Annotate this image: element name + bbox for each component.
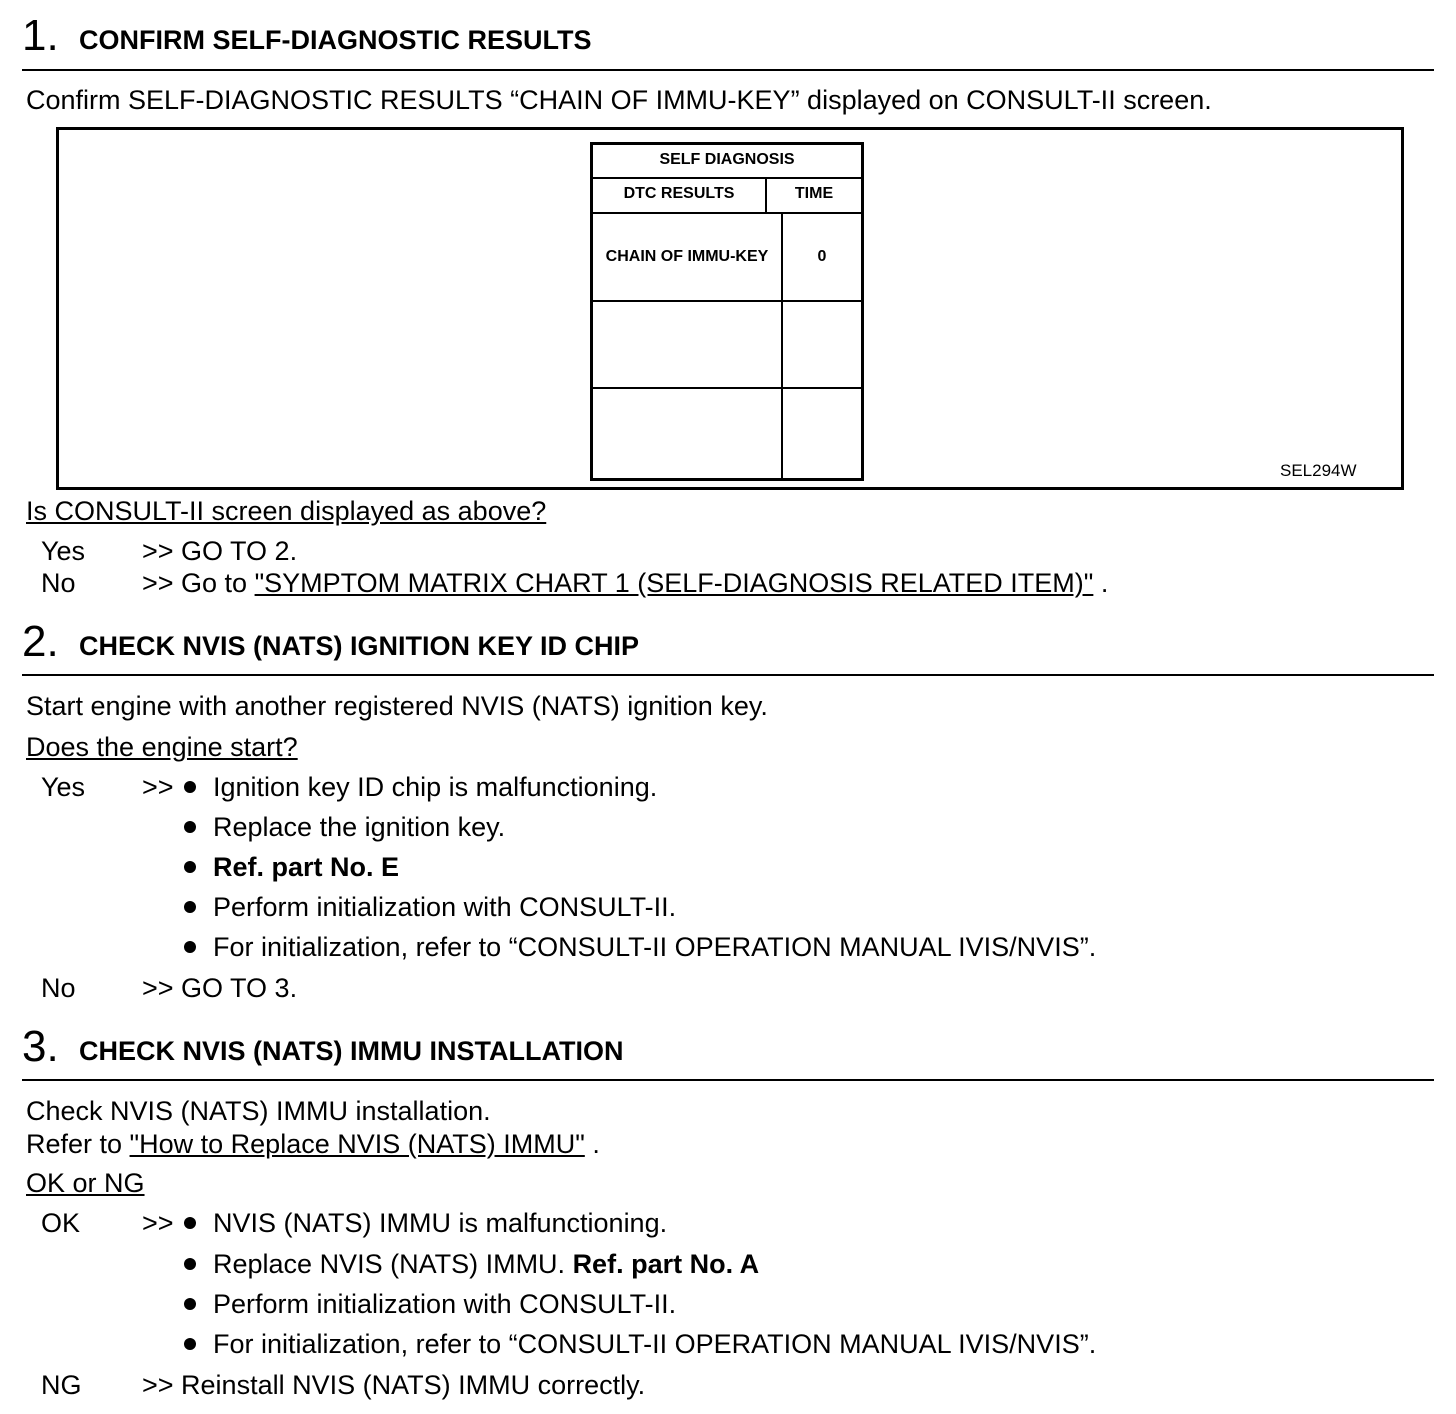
step-2-no-action: >> GO TO 3. [142, 973, 298, 1003]
step-2-question: Does the engine start? [26, 732, 298, 762]
self-diagnosis-screen [590, 142, 864, 481]
step-3-title: CHECK NVIS (NATS) IMMU INSTALLATION [79, 1036, 624, 1066]
list-item [184, 812, 505, 842]
bullet-icon [184, 781, 196, 793]
bullet-icon [184, 821, 196, 833]
step-1-no-action [142, 568, 1108, 598]
list-item [184, 1249, 759, 1279]
step-1-instruction: Confirm SELF-DIAGNOSTIC RESULTS “CHAIN OF IMMU-KEY” displayed on CONSULT-II screen. [26, 85, 1212, 115]
step-1-title: CONFIRM SELF-DIAGNOSTIC RESULTS [79, 25, 592, 55]
bullet-icon [184, 1217, 196, 1229]
screen-divider [593, 177, 861, 179]
step-3-reference [26, 1129, 600, 1159]
list-item-text: Perform initialization with CONSULT-II. [213, 1289, 677, 1319]
bullet-icon [184, 941, 196, 953]
step-2-no-label: No [41, 973, 76, 1003]
bullet-icon [184, 1338, 196, 1350]
step-3-ok-label: OK [41, 1208, 81, 1238]
step-3-ok-arrow: >> [142, 1208, 174, 1238]
step-3-question: OK or NG [26, 1168, 145, 1198]
reference-suffix: . [584, 1129, 600, 1159]
step-2-instruction: Start engine with another registered NVIS (NATS) ignition key. [26, 691, 768, 721]
list-item-text: For initialization, refer to “CONSULT-II OPERATION MANUAL IVIS/NVIS”. [213, 1329, 1097, 1359]
list-item-text: Replace NVIS (NATS) IMMU. [213, 1249, 573, 1279]
step-3-ng-action: >> Reinstall NVIS (NATS) IMMU correctly. [142, 1370, 646, 1400]
step-2-divider [22, 674, 1434, 676]
step-2-number: 2. [22, 617, 59, 666]
step-3-number: 3. [22, 1022, 59, 1071]
step-1-yes-label: Yes [41, 536, 86, 566]
list-item [184, 932, 1096, 962]
part-number-ref: Ref. part No. E [213, 852, 400, 882]
row-divider [593, 300, 861, 302]
list-item [184, 1289, 676, 1319]
row-divider [593, 387, 861, 389]
step-3-ng-label: NG [41, 1370, 82, 1400]
step-2-yes-label: Yes [41, 772, 86, 802]
time-header: TIME [794, 185, 834, 202]
step-3-instruction: Check NVIS (NATS) IMMU installation. [26, 1096, 491, 1126]
header-bottom-divider [593, 212, 861, 214]
step-3-divider [22, 1079, 1434, 1081]
dtc-results-header: DTC RESULTS [623, 185, 735, 202]
time-cell: 0 [817, 248, 827, 265]
step-1-question: Is CONSULT-II screen displayed as above? [26, 496, 547, 526]
step-1-divider [22, 69, 1434, 71]
list-item [184, 1329, 1096, 1359]
list-item [184, 772, 657, 802]
bullet-icon [184, 901, 196, 913]
list-item [184, 892, 676, 922]
bullet-icon [184, 861, 196, 873]
list-item-text: NVIS (NATS) IMMU is malfunctioning. [213, 1208, 668, 1238]
figure-id: SEL294W [1280, 461, 1357, 480]
step-1-no-label: No [41, 568, 76, 598]
list-item-text: Ignition key ID chip is malfunctioning. [213, 772, 658, 802]
screen-title: SELF DIAGNOSIS [659, 151, 795, 168]
step-2-title: CHECK NVIS (NATS) IGNITION KEY ID CHIP [79, 631, 640, 661]
list-item-text: Perform initialization with CONSULT-II. [213, 892, 677, 922]
no-action-suffix: . [1093, 568, 1109, 598]
list-item-text: For initialization, refer to “CONSULT-II OPERATION MANUAL IVIS/NVIS”. [213, 932, 1097, 962]
bullet-icon [184, 1258, 196, 1270]
step-2-yes-arrow: >> [142, 772, 174, 802]
part-number-ref: Ref. part No. A [572, 1249, 760, 1279]
list-item [184, 852, 399, 882]
list-item [184, 1208, 667, 1238]
no-action-prefix: >> Go to [142, 568, 255, 598]
symptom-matrix-link[interactable]: "SYMPTOM MATRIX CHART 1 (SELF-DIAGNOSIS RELATED ITEM)" [254, 568, 1094, 598]
reference-prefix: Refer to [26, 1129, 130, 1159]
step-1-yes-action: >> GO TO 2. [142, 536, 298, 566]
step-1-number: 1. [22, 11, 59, 60]
bullet-icon [184, 1298, 196, 1310]
dtc-result-cell: CHAIN OF IMMU-KEY [605, 248, 769, 265]
replace-immu-link[interactable]: "How to Replace NVIS (NATS) IMMU" [129, 1129, 585, 1159]
list-item-text: Replace the ignition key. [213, 812, 506, 842]
